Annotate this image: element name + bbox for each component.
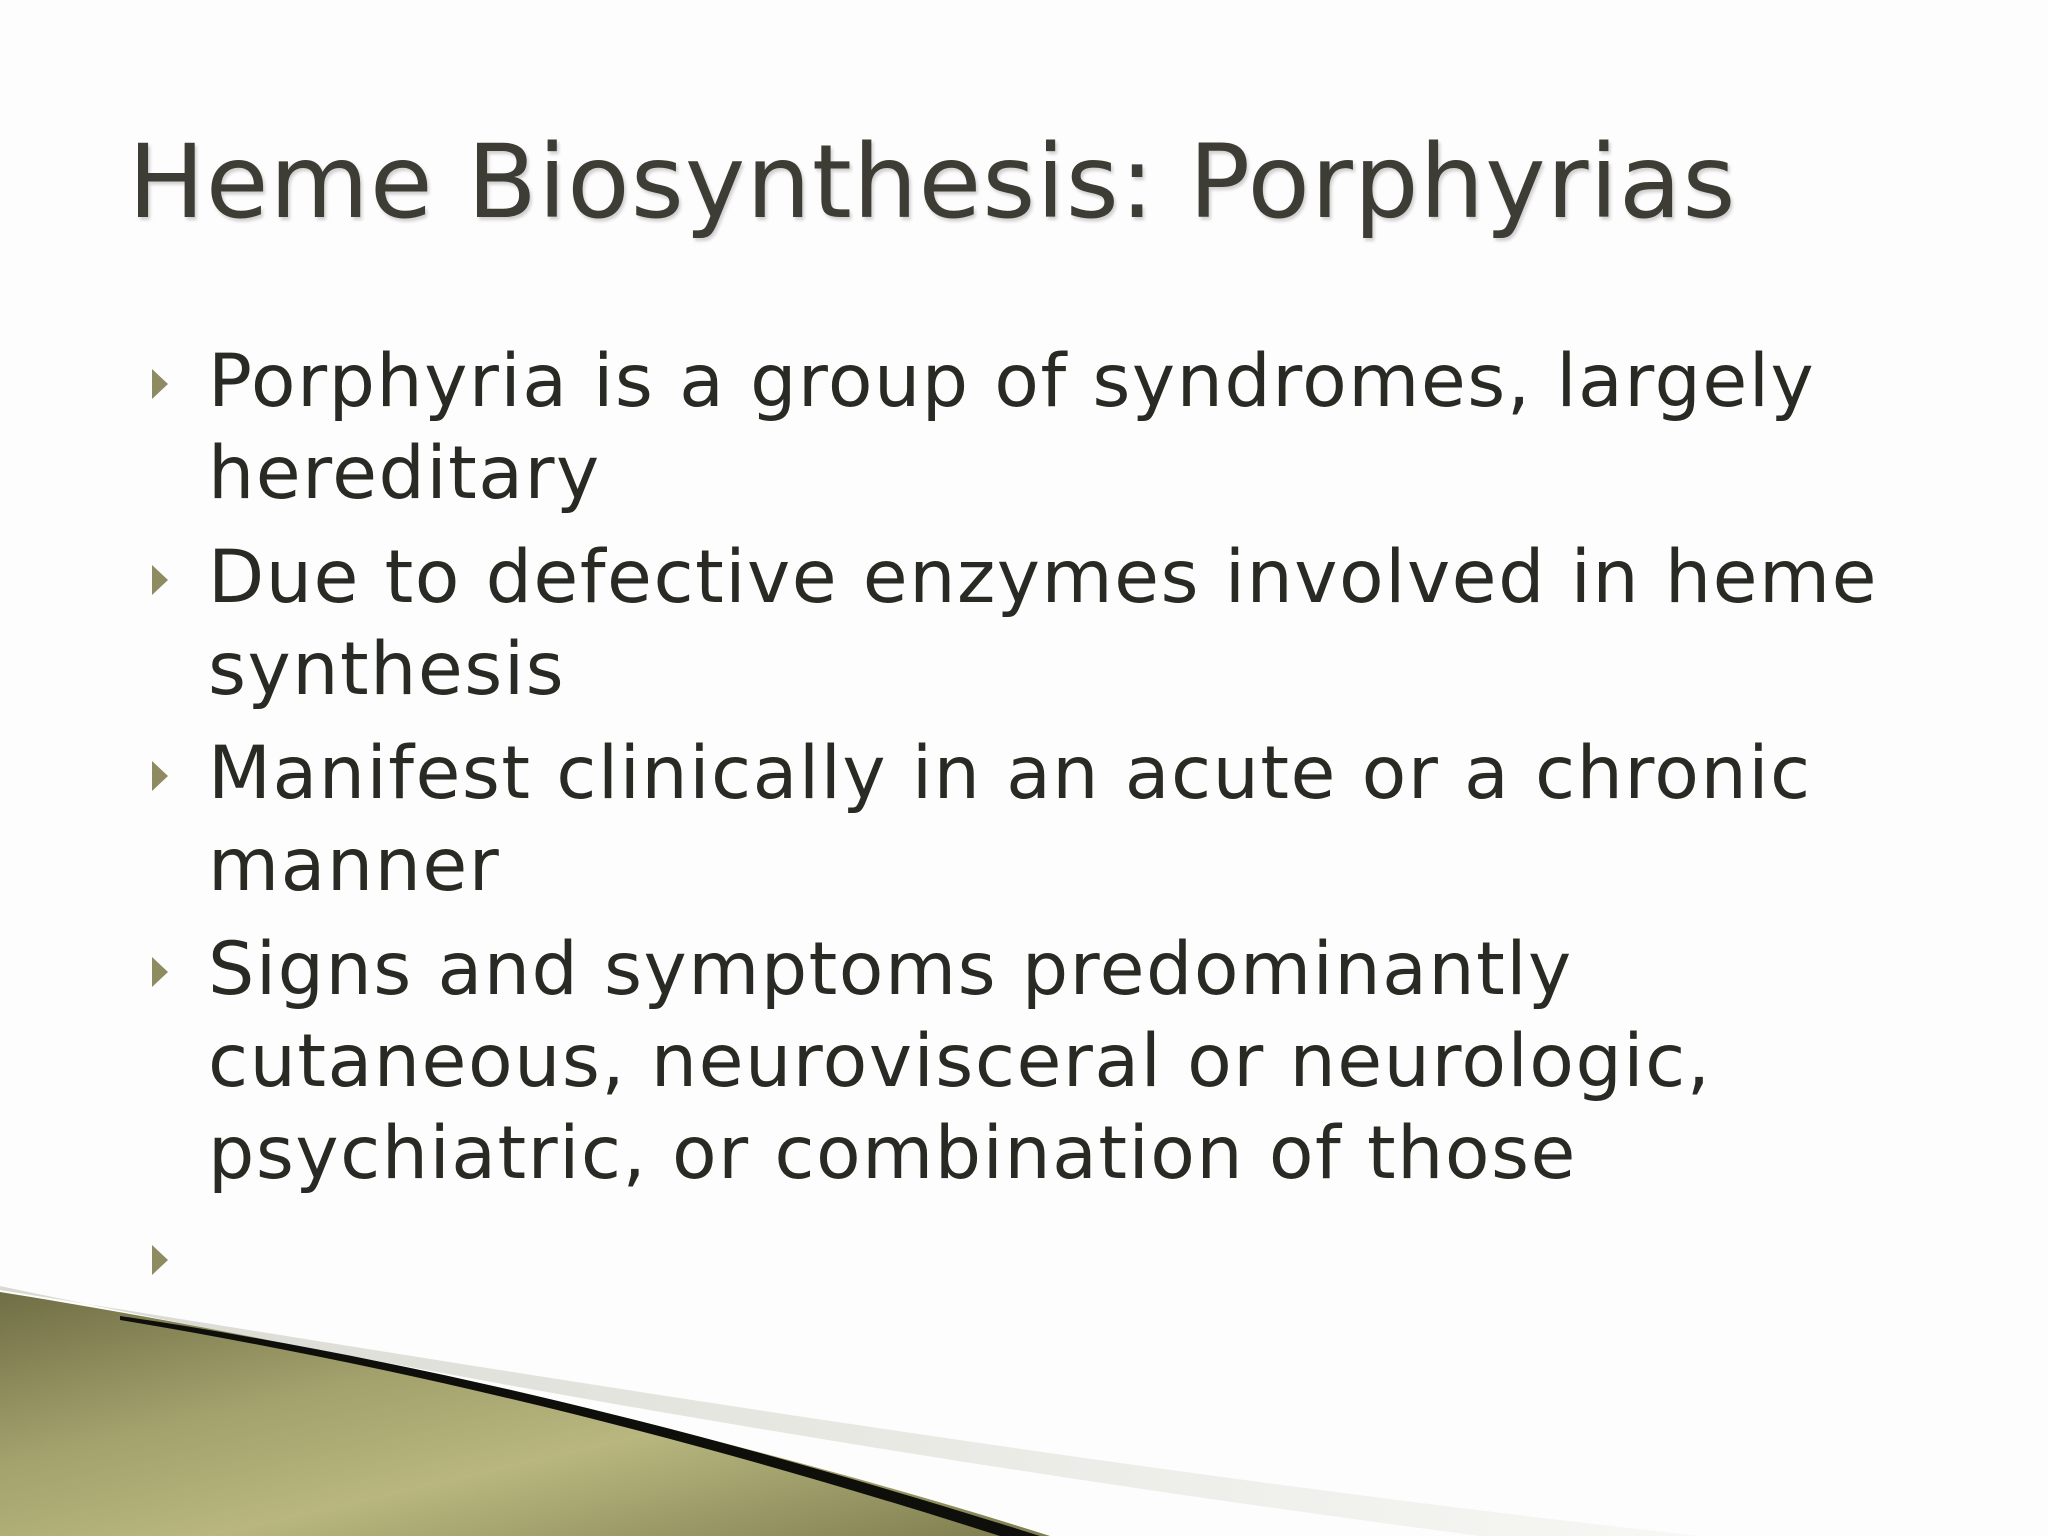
bullet-item [148, 924, 1948, 1200]
slide-title: Heme Biosynthesis: Porphyrias [128, 123, 1737, 242]
triangle-bullet-icon [152, 565, 168, 595]
bullet-text: Due to defective enzymes involved in heme synthesis [208, 535, 1879, 712]
triangle-bullet-icon [152, 957, 168, 987]
bullet-item [148, 728, 1948, 912]
bullet-list [148, 336, 1948, 1316]
bullet-item [148, 336, 1948, 520]
bullet-text: Porphyria is a group of syndromes, largely hereditary [208, 339, 1816, 516]
bullet-text: Manifest clinically in an acute or a chronic manner [208, 731, 1812, 908]
triangle-bullet-icon [152, 761, 168, 791]
bullet-item [148, 532, 1948, 716]
bullet-text: Signs and symptoms predominantly cutaneous, neurovisceral or neurologic, psychiatric, or combination of those [208, 927, 1712, 1196]
triangle-bullet-icon [152, 369, 168, 399]
decorative-swoosh [0, 1250, 2048, 1536]
